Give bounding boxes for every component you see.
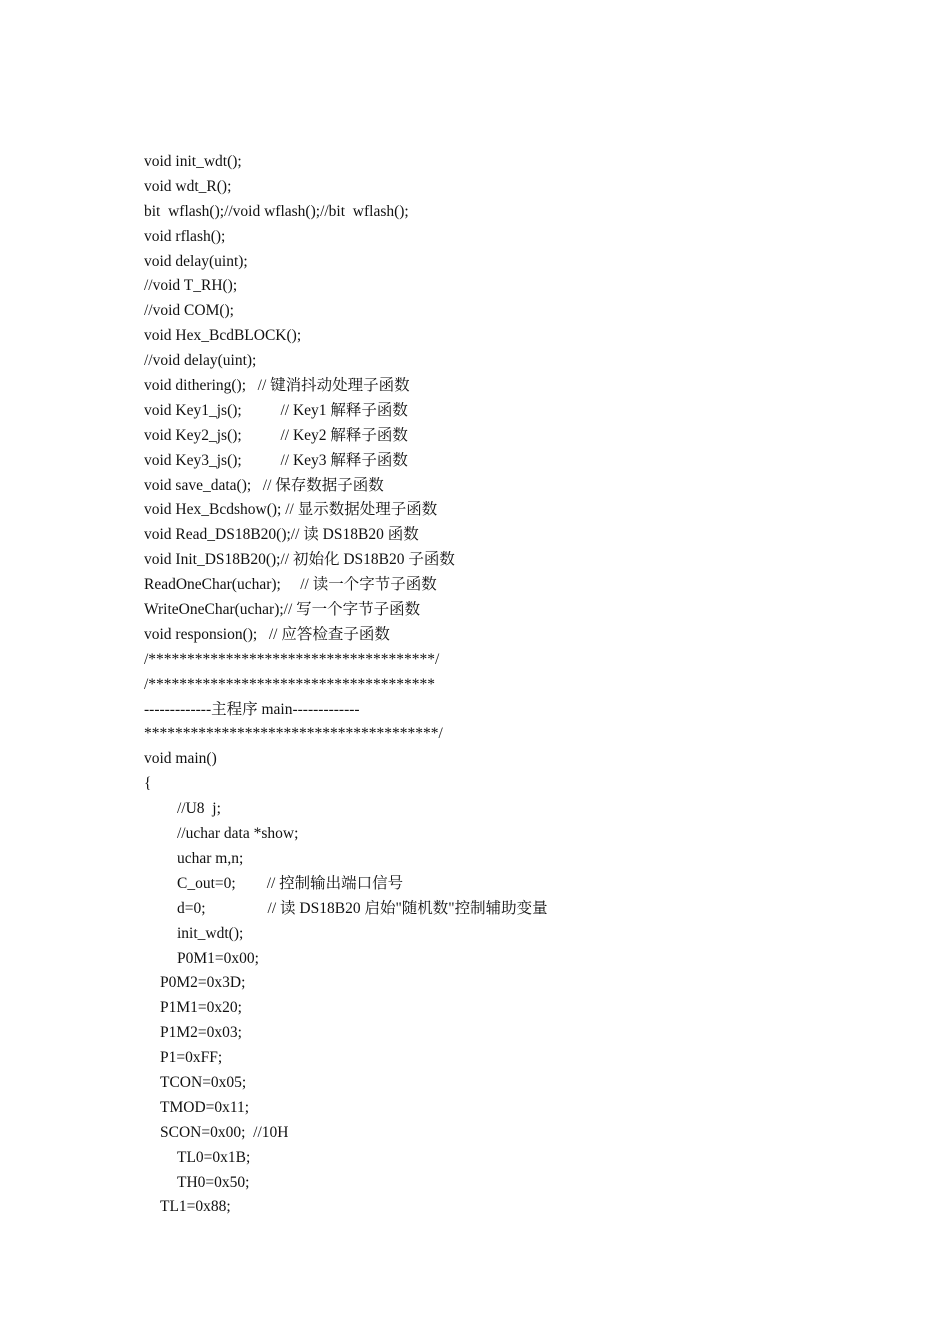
- code-line: TCON=0x05;: [160, 1073, 247, 1091]
- code-line: uchar m,n;: [177, 849, 244, 867]
- code-line: void Key1_js(); // Key1 解释子函数: [144, 401, 408, 419]
- code-line: TL0=0x1B;: [177, 1148, 251, 1166]
- code-line: void Key3_js(); // Key3 解释子函数: [144, 451, 408, 469]
- code-line: P0M2=0x3D;: [160, 974, 246, 992]
- code-line: void delay(uint);: [144, 252, 248, 270]
- code-line: void Hex_BcdBLOCK();: [144, 327, 302, 345]
- code-line: /*************************************/: [144, 650, 440, 668]
- code-line: P1M2=0x03;: [160, 1024, 242, 1042]
- code-line: bit wflash();//void wflash();//bit wflash();: [144, 202, 409, 220]
- code-line: void dithering(); // 键消抖动处理子函数: [144, 377, 410, 395]
- code-line: init_wdt();: [177, 924, 244, 942]
- code-line: void save_data(); // 保存数据子函数: [144, 476, 384, 494]
- code-line: //uchar data *show;: [177, 825, 299, 843]
- code-line: TMOD=0x11;: [160, 1098, 250, 1116]
- code-line: P1M1=0x20;: [160, 999, 242, 1017]
- code-line: void init_wdt();: [144, 153, 242, 170]
- code-line: void Read_DS18B20();// 读 DS18B20 函数: [144, 526, 419, 544]
- code-line: //void COM();: [144, 302, 234, 320]
- code-line: TH0=0x50;: [177, 1173, 250, 1191]
- code-line: void rflash();: [144, 227, 226, 245]
- code-line: ReadOneChar(uchar); // 读一个字节子函数: [144, 576, 437, 594]
- code-line: void Key2_js(); // Key2 解释子函数: [144, 426, 408, 444]
- code-line: //U8 j;: [177, 800, 221, 818]
- code-line: void responsion(); // 应答检查子函数: [144, 625, 390, 643]
- code-line: C_out=0; // 控制输出端口信号: [177, 874, 404, 892]
- code-line: void Hex_Bcdshow(); // 显示数据处理子函数: [144, 501, 438, 519]
- code-line: void Init_DS18B20();// 初始化 DS18B20 子函数: [144, 551, 455, 569]
- code-line: //void delay(uint);: [144, 352, 257, 370]
- code-line: d=0; // 读 DS18B20 启始"随机数"控制辅助变量: [177, 899, 548, 917]
- code-line: void wdt_R();: [144, 177, 232, 195]
- code-line: SCON=0x00; //10H: [160, 1123, 289, 1141]
- code-line: **************************************/: [144, 725, 443, 743]
- code-line: WriteOneChar(uchar);// 写一个字节子函数: [144, 601, 421, 619]
- code-line: //void T_RH();: [144, 277, 238, 295]
- code-line: {: [144, 775, 152, 793]
- code-line: TL1=0x88;: [160, 1198, 231, 1216]
- code-listing: [144, 150, 904, 1220]
- code-line: void main(): [144, 750, 217, 768]
- code-line: P0M1=0x00;: [177, 949, 259, 967]
- code-line: /*************************************: [144, 675, 436, 693]
- code-line: -------------主程序 main-------------: [144, 700, 360, 718]
- code-line: P1=0xFF;: [160, 1049, 223, 1067]
